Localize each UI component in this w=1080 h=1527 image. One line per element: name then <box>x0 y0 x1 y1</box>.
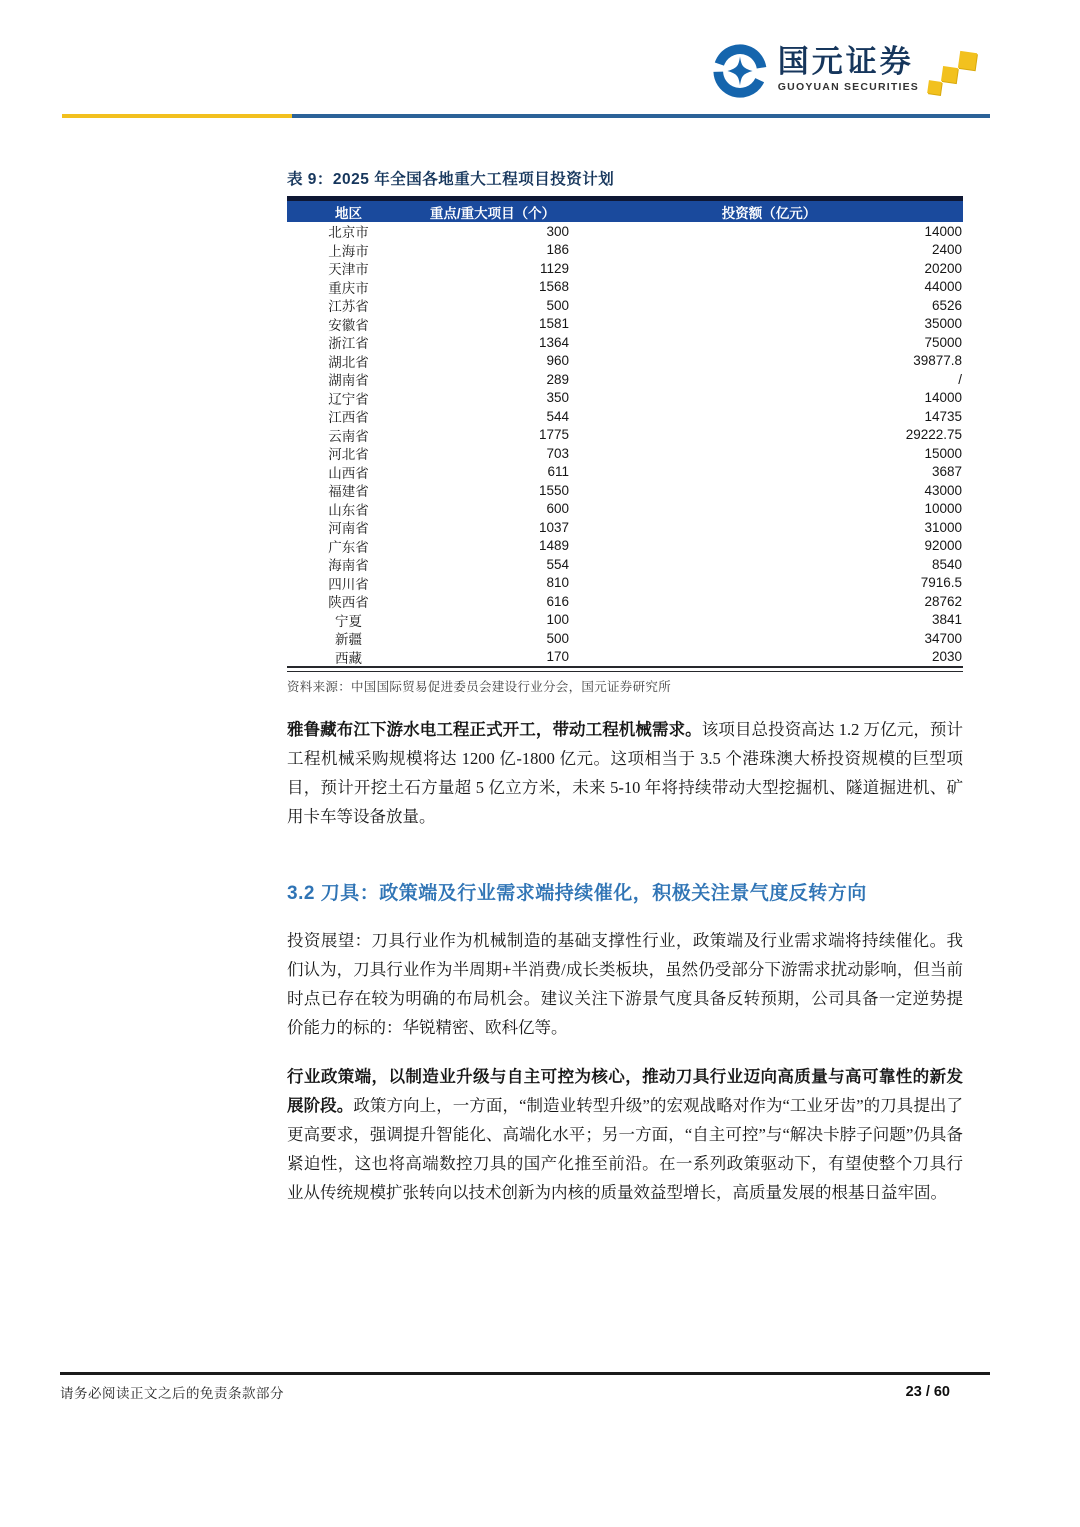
table-cell-projects: 1129 <box>539 260 569 276</box>
table-cell-projects: 500 <box>546 630 569 646</box>
table-row <box>287 370 963 389</box>
paragraph-hydropower <box>287 715 963 831</box>
table-cell-projects: 350 <box>546 390 569 406</box>
table-row <box>287 426 963 445</box>
table-cell-region: 安徽省 <box>328 317 369 333</box>
paragraph-policy <box>287 1062 963 1207</box>
table-cell-investment: 20200 <box>924 260 962 276</box>
table-row <box>287 629 963 648</box>
gold-square-icon <box>927 80 942 95</box>
table-cell-region: 河南省 <box>328 521 369 537</box>
table-cell-region: 陕西省 <box>328 595 369 611</box>
table-cell-investment: 2030 <box>931 649 962 665</box>
table-cell-projects: 1775 <box>538 427 569 443</box>
table-cell-projects: 100 <box>546 612 569 628</box>
table-header <box>287 196 963 222</box>
table-cell-investment: 2400 <box>931 242 962 258</box>
table-cell-region: 浙江省 <box>328 336 369 352</box>
table-cell-projects: 960 <box>546 353 569 369</box>
table-cell-projects: 1364 <box>538 334 569 350</box>
table-cell-projects: 810 <box>546 575 569 591</box>
table-bottom-border <box>287 666 963 672</box>
column-header-region: 地区 <box>335 205 362 221</box>
gold-square-icon <box>941 66 958 83</box>
table-row <box>287 463 963 482</box>
table-cell-region: 广东省 <box>328 539 369 555</box>
table-row <box>287 592 963 611</box>
table-cell-investment: 14000 <box>924 390 962 406</box>
table-cell-region: 江西省 <box>328 410 369 426</box>
table-cell-investment: 92000 <box>924 538 962 554</box>
table-cell-region: 天津市 <box>328 262 369 278</box>
paragraph-lead: 行业政策端，以制造业升级与自主可控为核心，推动刀具行业迈向高质量与高可靠性的新发展阶段。 <box>287 1067 963 1115</box>
table-cell-projects: 1550 <box>538 482 569 498</box>
table-cell-region: 西藏 <box>335 650 362 666</box>
table-row <box>287 537 963 556</box>
table-cell-region: 山西省 <box>328 465 369 481</box>
table-cell-investment: 39877.8 <box>913 353 962 369</box>
table-cell-investment: / <box>958 371 962 387</box>
paragraph-body: 政策方向上，一方面，“制造业转型升级”的宏观战略对作为“工业牙齿”的刀具提出了更高要求，强调提升智能化、高端化水平；另一方面，“自主可控”与“解决卡脖子问题”仍具备紧迫性，这也将高端数控刀具的国产化推至前沿。在一系列政策驱动下，有望使整个刀具行业从传统规模扩张转向以技术创新为内核的质量效益型增长，高质量发展的根基日益牢固。 <box>287 1096 964 1202</box>
table-cell-projects: 289 <box>546 371 569 387</box>
table-cell-region: 海南省 <box>328 558 369 574</box>
table-cell-projects: 611 <box>547 464 569 480</box>
paragraph-body: 该项目总投资高达 1.2 万亿元，预计工程机械采购规模将达 1200 亿-1800 亿元。这项相当于 3.5 个港珠澳大桥投资规模的巨型项目，预计开挖土石方量超 5 亿立方米，未来 5-10 年将持续带动大型挖掘机、隧道掘进机、矿用卡车等设备放量。 <box>287 720 964 826</box>
logo-name-cn: 国元证券 <box>777 44 914 79</box>
table-cell-projects: 1037 <box>538 519 569 535</box>
table-cell-investment: 6526 <box>931 297 962 313</box>
table-row <box>287 389 963 408</box>
logo-text <box>778 44 919 93</box>
table-cell-region: 辽宁省 <box>328 391 369 407</box>
table-row <box>287 518 963 537</box>
footer-page-number: 23 / 60 <box>905 1384 950 1400</box>
paragraph-lead: 雅鲁藏布江下游水电工程正式开工，带动工程机械需求。 <box>287 720 702 739</box>
table-cell-projects: 1568 <box>538 279 569 295</box>
table-row <box>287 278 963 297</box>
table-row <box>287 481 963 500</box>
table-cell-investment: 75000 <box>924 334 962 350</box>
footer-rule <box>60 1372 990 1375</box>
page-content <box>287 167 963 1207</box>
table-cell-region: 山东省 <box>328 502 369 518</box>
table-cell-region: 四川省 <box>328 576 369 592</box>
table-cell-investment: 28762 <box>924 593 962 609</box>
table-row <box>287 574 963 593</box>
table-body <box>287 222 963 666</box>
table-cell-region: 湖南省 <box>328 373 369 389</box>
table-source: 资料来源：中国国际贸易促进委员会建设行业分会，国元证券研究所 <box>287 680 672 694</box>
table-cell-investment: 43000 <box>924 482 962 498</box>
table-cell-region: 云南省 <box>328 428 369 444</box>
footer-disclaimer: 请务必阅读正文之后的免责条款部分 <box>60 1386 284 1401</box>
column-header-investment: 投资额（亿元） <box>721 205 817 221</box>
investment-table <box>287 196 963 672</box>
table-cell-investment: 8540 <box>931 556 962 572</box>
table-row <box>287 500 963 519</box>
column-header-projects: 重点/重大项目（个） <box>429 205 556 221</box>
table-cell-investment: 34700 <box>924 630 962 646</box>
logo-squares-icon <box>928 54 980 106</box>
logo-name-en: GUOYUAN SECURITIES <box>777 80 919 93</box>
table-cell-projects: 544 <box>546 408 569 424</box>
table-cell-region: 福建省 <box>328 484 369 500</box>
table-row <box>287 259 963 278</box>
table-cell-investment: 29222.75 <box>905 427 962 443</box>
table-cell-projects: 600 <box>546 501 569 517</box>
table-cell-projects: 186 <box>546 242 569 258</box>
table-cell-investment: 3687 <box>931 464 962 480</box>
paragraph-outlook: 投资展望：刀具行业作为机械制造的基础支撑性行业，政策端及行业需求端将持续催化。我们认为，刀具行业作为半周期+半消费/成长类板块，虽然仍受部分下游需求扰动影响，但当前时点已存在较为明确的布局机会。建议关注下游景气度具备反转预期，公司具备一定逆势提价能力的标的：华锐精密、欧科亿等。 <box>287 931 963 1037</box>
table-cell-region: 江苏省 <box>328 299 369 315</box>
table-row <box>287 352 963 371</box>
table-cell-projects: 1489 <box>538 538 569 554</box>
table-row <box>287 555 963 574</box>
table-cell-investment: 35000 <box>924 316 962 332</box>
table-cell-projects: 170 <box>546 649 569 665</box>
table-cell-investment: 44000 <box>924 279 962 295</box>
table-cell-region: 北京市 <box>328 225 369 241</box>
table-cell-investment: 7916.5 <box>920 575 962 591</box>
table-row <box>287 241 963 260</box>
header-rule-yellow <box>62 114 292 118</box>
table-title: 表 9：2025 年全国各地重大工程项目投资计划 <box>287 171 615 188</box>
table-row <box>287 333 963 352</box>
table-cell-projects: 300 <box>546 223 569 239</box>
table-cell-projects: 616 <box>546 593 569 609</box>
table-cell-projects: 1581 <box>538 316 569 332</box>
table-cell-projects: 500 <box>546 297 569 313</box>
table-cell-investment: 15000 <box>924 445 962 461</box>
table-row <box>287 407 963 426</box>
table-cell-investment: 14735 <box>924 408 962 424</box>
table-cell-projects: 703 <box>546 445 569 461</box>
table-cell-region: 新疆 <box>335 632 362 648</box>
table-row <box>287 315 963 334</box>
section-heading-3-2: 3.2 刀具：政策端及行业需求端持续催化，积极关注景气度反转方向 <box>287 883 867 904</box>
table-cell-investment: 14000 <box>924 223 962 239</box>
table-cell-investment: 10000 <box>924 501 962 517</box>
table-cell-investment: 31000 <box>924 519 962 535</box>
table-row <box>287 444 963 463</box>
table-row <box>287 296 963 315</box>
header-rule-blue <box>292 114 990 118</box>
table-cell-region: 宁夏 <box>335 613 362 629</box>
company-logo <box>711 42 980 106</box>
gold-square-icon <box>958 51 977 70</box>
guoyuan-logo-icon <box>711 42 769 100</box>
footer <box>60 1382 950 1402</box>
table-cell-region: 河北省 <box>328 447 369 463</box>
table-cell-investment: 3841 <box>931 612 962 628</box>
table-row <box>287 648 963 667</box>
table-row <box>287 222 963 241</box>
table-cell-region: 上海市 <box>328 243 369 259</box>
table-row <box>287 611 963 630</box>
table-cell-region: 重庆市 <box>328 280 369 296</box>
table-cell-projects: 554 <box>546 556 569 572</box>
header-rule <box>62 114 990 118</box>
table-cell-region: 湖北省 <box>328 354 369 370</box>
